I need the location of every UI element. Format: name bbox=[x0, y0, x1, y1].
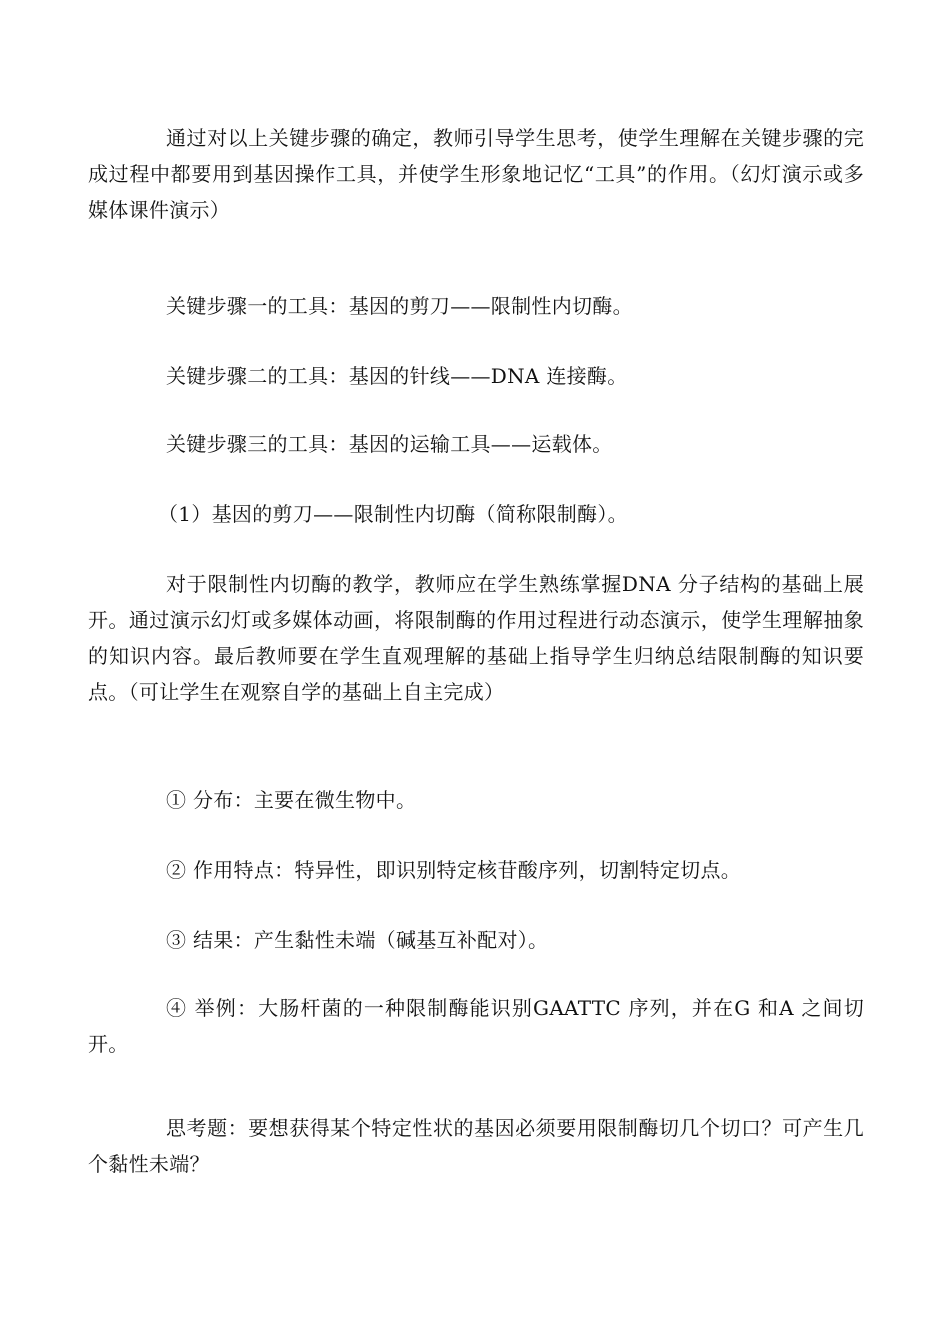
list-item-characteristics: ② 作用特点：特异性，即识别特定核苷酸序列，切割特定切点。 bbox=[166, 858, 742, 882]
paragraph-teaching-method: 对于限制性内切酶的教学，教师应在学生熟练掌握DNA 分子结构的基础上展开。通过演示幻灯或多媒体动画，将限制酶的作用过程进行动态演示，使学生理解抽象的知识内容。最后教师要在学生直观理解的基础上指导学生归纳总结限制酶的知识要点。（可让学生在观察自学的基础上自主完成） bbox=[88, 572, 864, 704]
list-item-result: ③ 结果：产生黏性未端（碱基互补配对）。 bbox=[166, 928, 549, 952]
paragraph-intro: 通过对以上关键步骤的确定，教师引导学生思考，使学生理解在关键步骤的完成过程中都要用到基因操作工具，并使学生形象地记忆“工具”的作用。（幻灯演示或多媒体课件演示） bbox=[88, 126, 864, 222]
paragraph-thinking-question: 思考题：要想获得某个特定性状的基因必须要用限制酶切几个切口？可产生几个黏性未端？ bbox=[88, 1116, 864, 1176]
paragraph-step-two-tool: 关键步骤二的工具：基因的针线——DNA 连接酶。 bbox=[166, 364, 628, 388]
paragraph-step-three-tool: 关键步骤三的工具：基因的运输工具——运载体。 bbox=[166, 432, 613, 456]
paragraph-step-one-tool: 关键步骤一的工具：基因的剪刀——限制性内切酶。 bbox=[166, 294, 633, 318]
list-item-distribution: ① 分布：主要在微生物中。 bbox=[166, 788, 417, 812]
paragraph-section-heading: （1）基因的剪刀——限制性内切酶（简称限制酶）。 bbox=[158, 502, 628, 526]
list-item-example: ④ 举例：大肠杆菌的一种限制酶能识别GAATTC 序列，并在G 和A 之间切开。 bbox=[88, 996, 864, 1056]
